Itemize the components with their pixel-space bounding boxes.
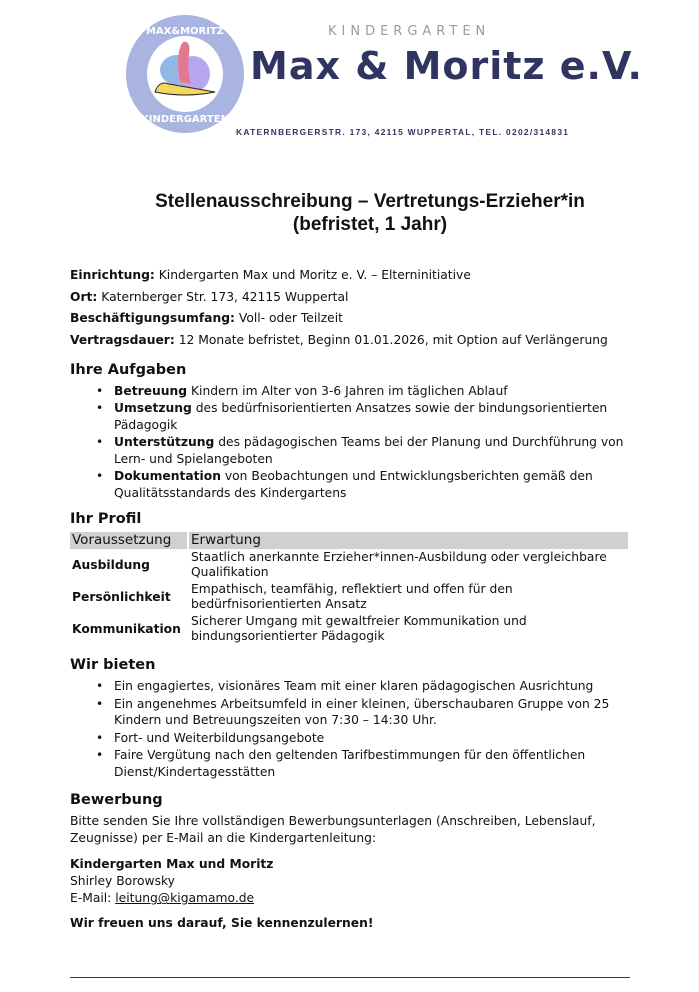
footer-divider (70, 977, 630, 978)
list-item: • Faire Vergütung nach den geltenden Tarifbestimmungen für den öffentlichen Dienst/Kindertagesstätten (114, 747, 635, 780)
tasks-heading: Ihre Aufgaben (70, 361, 187, 378)
job-meta: Einrichtung: Kindergarten Max und Moritz e. V. – Elterninitiative Ort: Katernberger Str. 173, 42115 Wuppertal Beschäftigungsumfang: Voll- oder Teilzeit Vertragsdauer: 12 Monate befristet, Beginn 01.01.2026, mit Option auf Verlängerung (70, 268, 608, 348)
page-title: Stellenausschreibung – Vertretungs-Erzieher*in (befristet, 1 Jahr) (155, 191, 585, 235)
svg-text:KINDERGARTEN: KINDERGARTEN (141, 114, 229, 125)
list-item: • Ein angenehmes Arbeitsumfeld in einer kleinen, überschaubaren Gruppe von 25 Kindern und Betreuungszeiten von 7:30 – 14:30 Uhr. (114, 696, 635, 729)
offer-heading: Wir bieten (70, 657, 156, 674)
list-item: • Ein engagiertes, visionäres Team mit einer klaren pädagogischen Ausrichtung (114, 678, 635, 695)
application-text: Bitte senden Sie Ihre vollständigen Bewerbungsunterlagen (Anschreiben, Lebenslauf, Zeugnisse) per E-Mail an die Kindergartenleitung: (70, 814, 596, 846)
list-item: • Unterstützung des pädagogischen Teams bei der Planung und Durchführung von Lern- und Spielangeboten (114, 434, 635, 467)
list-item: • Fort- und Weiterbildungsangebote (114, 730, 635, 747)
contact-person: Shirley Borowsky (70, 874, 175, 889)
svg-text:MAX&MORITZ: MAX&MORITZ (145, 26, 225, 37)
brand-address: KATERNBERGERSTR. 173, 42115 WUPPERTAL, TEL. 0202/314831 (236, 127, 570, 137)
closing-text: Wir freuen uns darauf, Sie kennenzulernen! (70, 916, 374, 931)
table-row: Persönlichkeit Empathisch, teamfähig, reflektiert und offen für den bedürfnisorientierten Ansatz (72, 582, 513, 612)
offer-list (70, 678, 635, 780)
application-heading: Bewerbung (70, 792, 163, 809)
contact-org: Kindergarten Max und Moritz (70, 857, 274, 872)
tasks-list (70, 383, 635, 502)
table-row: Ausbildung Staatlich anerkannte Erzieher*innen-Ausbildung oder vergleichbare Qualifikation (72, 550, 607, 580)
profile-heading: Ihr Profil (70, 511, 142, 528)
list-item: • Umsetzung des bedürfnisorientierten Ansatzes sowie der bindungsorientierten Pädagogik (114, 400, 635, 433)
table-row: Kommunikation Sicherer Umgang mit gewaltfreier Kommunikation und bindungsorientierter Pädagogik (72, 614, 527, 644)
brand-subtitle: KINDERGARTEN (328, 24, 491, 39)
profile-table: Voraussetzung Erwartung Ausbildung Staatlich anerkannte Erzieher*innen-Ausbildung oder vergleichbare Qualifikation Persönlichkeit Empathisch, teamfähig, reflektiert und offen für den bedürfnisorientierten Ansatz Kommunikation Sicherer Umgang mit gewaltfreier Kommunikation und bindungsorientierter Pädagogik (68, 532, 630, 645)
list-item: • Dokumentation von Beobachtungen und Entwicklungsberichten gemäß den Qualitätsstandards des Kindergartens (114, 468, 635, 501)
brand-name: Max & Moritz e.V. (250, 44, 643, 88)
list-item: • Betreuung Kindern im Alter von 3-6 Jahren im täglichen Ablauf (114, 383, 635, 400)
logo-badge (125, 12, 245, 137)
email-link[interactable]: leitung@kigamamo.de (115, 891, 255, 906)
